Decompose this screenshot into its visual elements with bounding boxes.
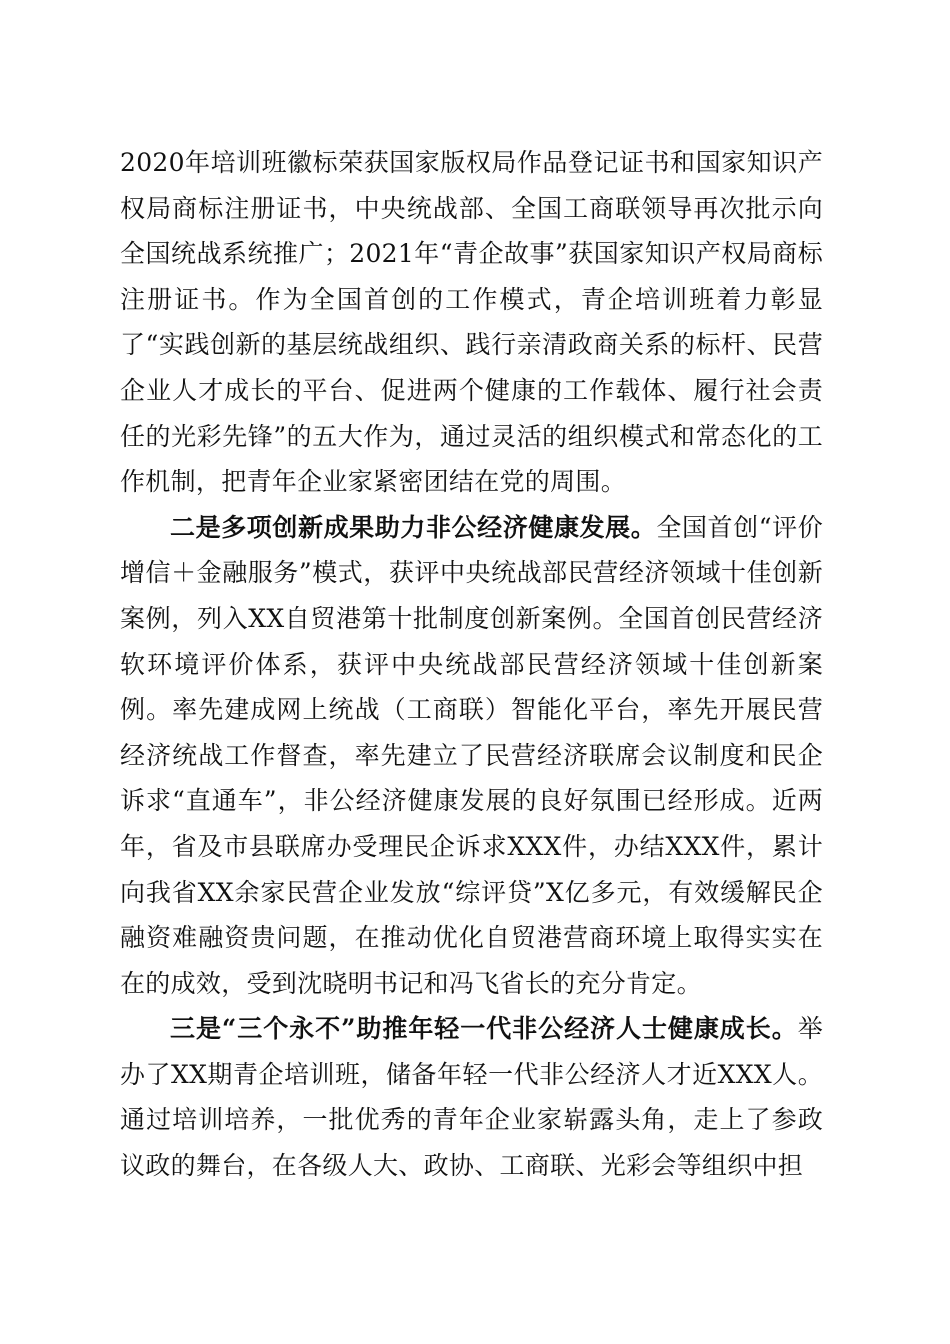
paragraph-heading: 三是“三个永不”助推年轻一代非公经济人士健康成长。 <box>170 1014 798 1044</box>
paragraph-text: 全国首创“评价增信＋金融服务”模式，获评中央统战部民营经济领域十佳创新案例，列入XX自贸港第十批制度创新案例。全国首创民营经济软环境评价体系，获评中央统战部民营经济领域十佳创新案例。率先建成网上统战（工商联）智能化平台，率先开展民营经济统战工作督查，率先建立了民营经济联席会议制度和民企诉求“直通车”，非公经济健康发展的良好氛围已经形成。近两年，省及市县联席办受理民企诉求XXX件，办结XXX件，累计向我省XX余家民营企业发放“综评贷”X亿多元，有效缓解民企融资难融资贵问题，在推动优化自贸港营商环境上取得实实在在的成效，受到沈晓明书记和冯飞省长的充分肯定。 <box>120 512 824 998</box>
paragraph-heading: 二是多项创新成果助力非公经济健康发展。 <box>170 512 657 542</box>
document-body <box>120 140 823 1189</box>
paragraph-text: 举办了XX期青企培训班，储备年轻一代非公经济人才近XXX人。通过培训培养，一批优秀的青年企业家崭露头角，走上了参政议政的舞台，在各级人大、政协、工商联、光彩会等组织中担 <box>120 1014 823 1181</box>
paragraph-point-two <box>120 505 823 1007</box>
paragraph-continuation <box>120 140 823 505</box>
paragraph-point-three <box>120 1006 823 1188</box>
paragraph-text: 2020年培训班徽标荣获国家版权局作品登记证书和国家知识产权局商标注册证书，中央统战部、全国工商联领导再次批示向全国统战系统推广；2021年“青企故事”获国家知识产权局商标注册证书。作为全国首创的工作模式，青企培训班着力彰显了“实践创新的基层统战组织、践行亲清政商关系的标杆、民营企业人才成长的平台、促进两个健康的工作载体、履行社会责任的光彩先锋”的五大作为，通过灵活的组织模式和常态化的工作机制，把青年企业家紧密团结在党的周围。 <box>120 148 823 497</box>
